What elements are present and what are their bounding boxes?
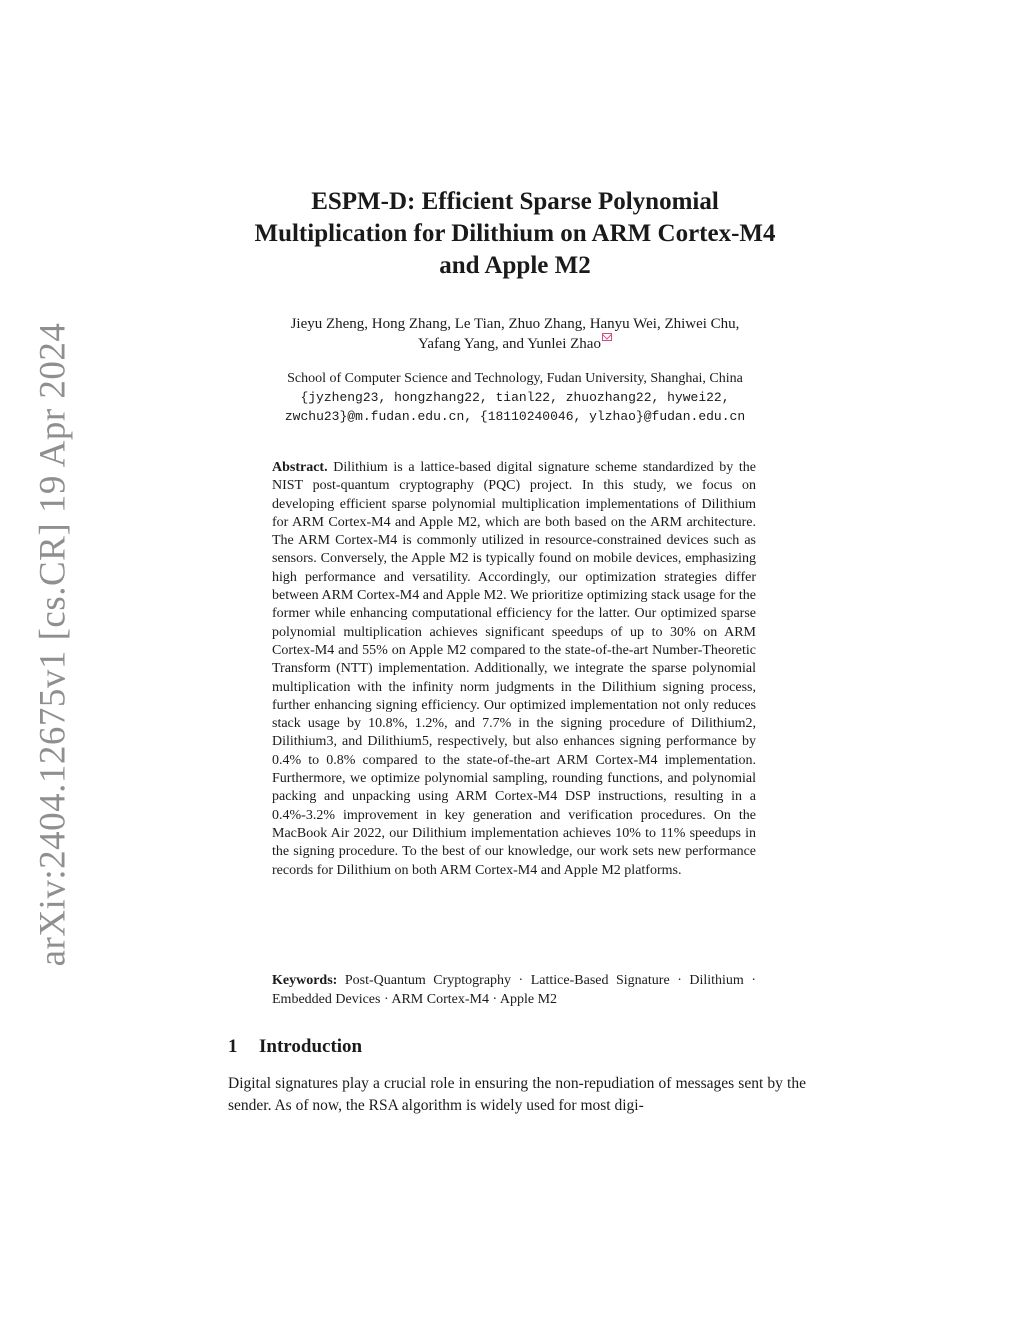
paper-title [200,186,830,282]
section-title: Introduction [259,1036,363,1057]
affiliation-block [200,369,830,426]
envelope-icon[interactable] [602,333,612,341]
emails-line-2: zwchu23}@m.fudan.edu.cn, {18110240046, ylzhao}@fudan.edu.cn [284,409,746,424]
title-line-1: ESPM-D: Efficient Sparse Polynomial [311,188,719,215]
authors-line-2-wrapper [200,334,830,354]
keywords-label: Keywords: [272,973,338,988]
emails-line-1: {jyzheng23, hongzhang22, tianl22, zhuozhang22, hywei22, [300,390,730,405]
author-list [200,314,830,354]
institution: School of Computer Science and Technology, Fudan University, Shanghai, China [287,371,743,386]
abstract [272,459,756,880]
abstract-text: Dilithium is a lattice-based digital signature scheme standardized by the NIST post-quantum cryptography (PQC) project. In this study, we focus on developing efficient sparse polynomial multiplication implementations of Dilithium for ARM Cortex-M4 and Apple M2, which are both based on the ARM architecture. The ARM Cortex-M4 is commonly utilized in resource-constrained devices such as sensors. Conversely, the Apple M2 is typically found on mobile devices, emphasizing high performance and versatility. Accordingly, our optimization strategies differ between ARM Cortex-M4 and Apple M2. We prioritize optimizing stack usage for the former while enhancing computational efficiency for the latter. Our optimized sparse polynomial multiplication achieves significant speedups of up to 30% on ARM Cortex-M4 and 55% on Apple M2 compared to the state-of-the-art Number-Theoretic Transform (NTT) implementation. Additionally, we integrate the sparse polynomial multiplication with the infinity norm judgments in the Dilithium signing process, further enhancing signing efficiency. Our optimized implementation not only reduces stack usage by 10.8%, 1.2%, and 7.7% in the signing procedure of Dilithium2, Dilithium3, and Dilithium5, respectively, but also enhances signing performance by 0.4% to 0.8% compared to the state-of-the-art ARM Cortex-M4 implementation. Furthermore, we optimize polynomial sampling, rounding functions, and polynomial packing and unpacking using ARM Cortex-M4 DSP instructions, resulting in a 0.4%-3.2% improvement in key generation and verification procedures. On the MacBook Air 2022, our Dilithium implementation achieves 10% to 11% speedups in the signing procedure. To the best of our knowledge, our work sets new performance records for Dilithium on both ARM Cortex-M4 and Apple M2 platforms. [272,460,757,878]
section-number: 1 [228,1036,238,1057]
authors-line-2: Yafang Yang, and Yunlei Zhao [418,336,601,352]
abstract-label: Abstract. [272,460,328,475]
section-heading-introduction [228,1036,362,1058]
title-line-2: Multiplication for Dilithium on ARM Cortex-M4 [254,220,776,247]
keywords [272,972,756,1009]
arxiv-identifier-stamp [30,322,75,967]
arxiv-identifier-text: arXiv:2404.12675v1 [cs.CR] 19 Apr 2024 [32,322,74,967]
title-line-3: and Apple M2 [439,252,591,279]
intro-paragraph: Digital signatures play a crucial role in ensuring the non-repudiation of messages sent by the sender. As of now, the RSA algorithm is widely used for most digi- [228,1075,806,1114]
keywords-text: Post-Quantum Cryptography · Lattice-Based Signature · Dilithium · Embedded Devices · ARM Cortex-M4 · Apple M2 [272,973,757,1007]
authors-line-1: Jieyu Zheng, Hong Zhang, Le Tian, Zhuo Zhang, Hanyu Wei, Zhiwei Chu, [290,316,740,332]
